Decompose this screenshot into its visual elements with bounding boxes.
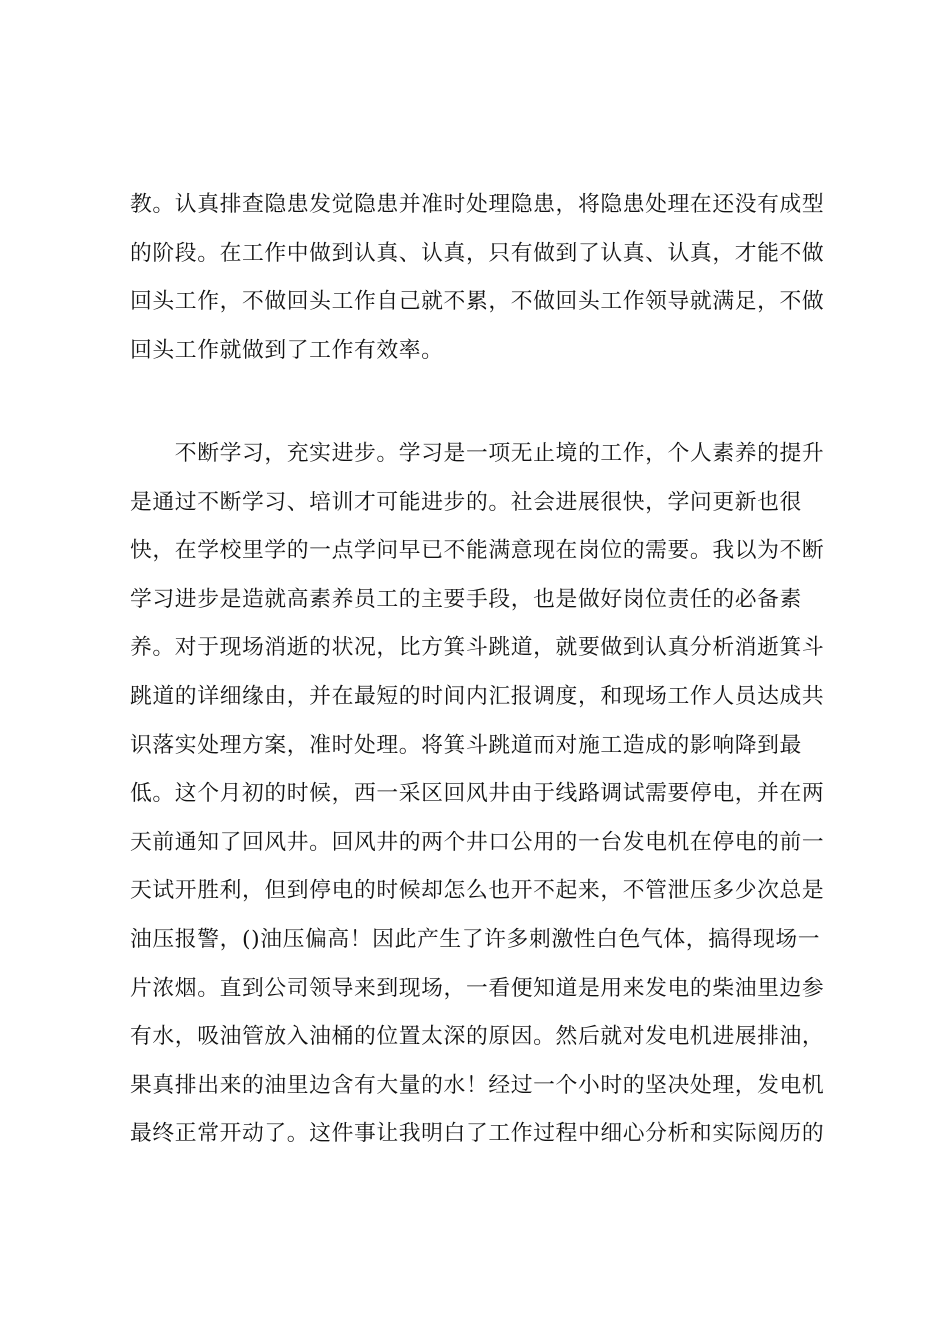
paragraph-line: 果真排出来的油里边含有大量的水！经过一个小时的坚决处理，发电机	[130, 1072, 825, 1098]
paragraph-line: 快，在学校里学的一点学问早已不能满意现在岗位的需要。我以为不断	[130, 538, 825, 564]
paragraph-1	[130, 192, 832, 386]
paragraph-line: 识落实处理方案，准时处理。将箕斗跳道而对施工造成的影响降到最	[130, 732, 802, 758]
paragraph-line: 天试开胜利，但到停电的时候却怎么也开不起来，不管泄压多少次总是	[130, 878, 825, 904]
paragraph-line: 是通过不断学习、培训才可能进步的。社会进展很快，学问更新也很	[130, 489, 802, 515]
paragraph-line: 学习进步是造就高素养员工的主要手段，也是做好岗位责任的必备素	[130, 586, 802, 612]
paragraph-line: 的阶段。在工作中做到认真、认真，只有做到了认真、认真，才能不做	[130, 240, 825, 266]
paragraph-line: 有水，吸油管放入油桶的位置太深的原因。然后就对发电机进展排油，	[130, 1024, 825, 1050]
paragraph-line: 回头工作，不做回头工作自己就不累，不做回头工作领导就满足，不做	[130, 289, 825, 315]
paragraph-line: 天前通知了回风井。回风井的两个井口公用的一台发电机在停电的前一	[130, 829, 825, 855]
paragraph-line: 片浓烟。直到公司领导来到现场，一看便知道是用来发电的柴油里边参	[130, 975, 825, 1001]
paragraph-line: 最终正常开动了。这件事让我明白了工作过程中细心分析和实际阅历的	[130, 1121, 825, 1147]
paragraph-line: 不断学习，充实进步。学习是一项无止境的工作，个人素养的提升	[130, 441, 825, 466]
paragraph-line: 跳道的详细缘由，并在最短的时间内汇报调度，和现场工作人员达成共	[130, 683, 825, 709]
paragraph-line: 回头工作就做到了工作有效率。	[130, 337, 444, 363]
paragraph-line: 油压报警，()油压偏高！因此产生了许多刺激性白色气体，搞得现场一	[130, 926, 821, 952]
paragraph-line: 低。这个月初的时候，西一采区回风井由于线路调试需要停电，并在两	[130, 781, 825, 807]
paragraph-line: 教。认真排查隐患发觉隐患并准时处理隐患，将隐患处理在还没有成型	[130, 192, 825, 217]
paragraph-line: 养。对于现场消逝的状况，比方箕斗跳道，就要做到认真分析消逝箕斗	[130, 635, 825, 661]
paragraph-2	[130, 441, 832, 1170]
